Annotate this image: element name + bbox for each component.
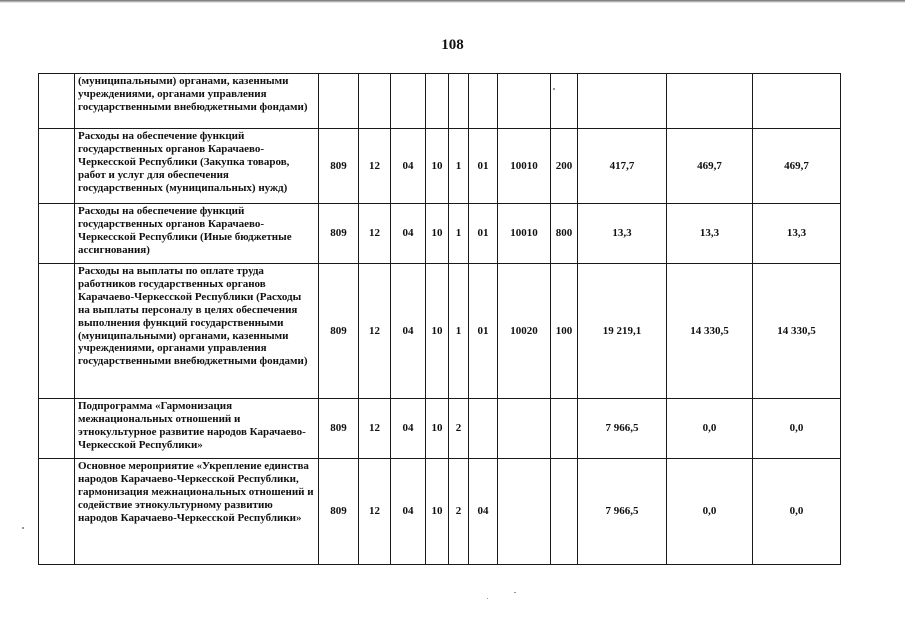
- table-row: [39, 264, 841, 399]
- row-marker-cell: [39, 399, 75, 459]
- budget-table: [38, 73, 841, 565]
- description-cell: Подпрограмма «Гармонизация межнациональных отношений и этнокультурное развитие народов Карачаево-Черкесской Республики»: [75, 399, 319, 459]
- amount-1-cell: [578, 74, 667, 129]
- amount-2-cell: 13,3: [667, 204, 753, 264]
- admin-code-cell: 809: [319, 129, 359, 204]
- description-cell: Расходы на выплаты по оплате труда работников государственных органов Карачаево-Черкесской Республики (Расходы на выплаты персоналу в целях обеспечения выполнения функций государственными (муниципальными) органами, казенными учреждениями, органами управления государственными внебюджетными фондами): [75, 264, 319, 399]
- admin-code-cell: [319, 74, 359, 129]
- amount-1-cell: 417,7: [578, 129, 667, 204]
- scan-speck: [514, 592, 516, 593]
- amount-3-cell: [753, 74, 841, 129]
- subprogram-code-cell: [449, 74, 469, 129]
- amount-2-cell: 0,0: [667, 399, 753, 459]
- expense-type-code-cell: 800: [551, 204, 578, 264]
- section-code-cell: 12: [359, 399, 391, 459]
- direction-code-cell: [498, 74, 551, 129]
- program-code-cell: 10: [426, 399, 449, 459]
- section-code-cell: 12: [359, 129, 391, 204]
- table-row: [39, 129, 841, 204]
- section-code-cell: 12: [359, 264, 391, 399]
- main-activity-code-cell: [469, 399, 498, 459]
- row-marker-cell: [39, 74, 75, 129]
- program-code-cell: 10: [426, 204, 449, 264]
- scan-speck: [487, 598, 488, 599]
- amount-3-cell: 13,3: [753, 204, 841, 264]
- admin-code-cell: 809: [319, 264, 359, 399]
- admin-code-cell: 809: [319, 204, 359, 264]
- amount-2-cell: 14 330,5: [667, 264, 753, 399]
- description-cell: Расходы на обеспечение функций государственных органов Карачаево-Черкесской Республики (Закупка товаров, работ и услуг для обеспечения государственных (муниципальных) нужд): [75, 129, 319, 204]
- description-cell: Расходы на обеспечение функций государственных органов Карачаево-Черкесской Республики (Иные бюджетные ассигнования): [75, 204, 319, 264]
- subsection-code-cell: 04: [391, 204, 426, 264]
- direction-code-cell: 10010: [498, 204, 551, 264]
- table-row: [39, 204, 841, 264]
- direction-code-cell: 10020: [498, 264, 551, 399]
- section-code-cell: 12: [359, 204, 391, 264]
- subsection-code-cell: 04: [391, 399, 426, 459]
- subsection-code-cell: 04: [391, 264, 426, 399]
- amount-2-cell: [667, 74, 753, 129]
- expense-type-code-cell: 200: [551, 129, 578, 204]
- subprogram-code-cell: 1: [449, 204, 469, 264]
- program-code-cell: 10: [426, 129, 449, 204]
- page-number: 108: [441, 37, 464, 53]
- subprogram-code-cell: 1: [449, 264, 469, 399]
- expense-type-code-cell: [551, 74, 578, 129]
- direction-code-cell: 10010: [498, 129, 551, 204]
- row-marker-cell: [39, 459, 75, 565]
- expense-type-code-cell: [551, 399, 578, 459]
- row-marker-cell: [39, 129, 75, 204]
- program-code-cell: [426, 74, 449, 129]
- table-row: [39, 459, 841, 565]
- amount-1-cell: 7 966,5: [578, 399, 667, 459]
- description-cell: Основное мероприятие «Укрепление единства народов Карачаево-Черкесской Республики, гармонизация межнациональных отношений и содействие этнокультурному развитию народов Карачаево-Черкесской Республики»: [75, 459, 319, 565]
- table-row: [39, 74, 841, 129]
- scan-top-edge: [0, 0, 905, 3]
- description-cell: (муниципальными) органами, казенными учреждениями, органами управления государственными внебюджетными фондами): [75, 74, 319, 129]
- main-activity-code-cell: [469, 74, 498, 129]
- row-marker-cell: [39, 264, 75, 399]
- program-code-cell: 10: [426, 264, 449, 399]
- amount-2-cell: 0,0: [667, 459, 753, 565]
- amount-1-cell: 13,3: [578, 204, 667, 264]
- expense-type-code-cell: [551, 459, 578, 565]
- section-code-cell: [359, 74, 391, 129]
- subprogram-code-cell: 2: [449, 399, 469, 459]
- main-activity-code-cell: 01: [469, 204, 498, 264]
- expense-type-code-cell: 100: [551, 264, 578, 399]
- subsection-code-cell: 04: [391, 129, 426, 204]
- amount-3-cell: 0,0: [753, 399, 841, 459]
- table-row: [39, 399, 841, 459]
- amount-2-cell: 469,7: [667, 129, 753, 204]
- section-code-cell: 12: [359, 459, 391, 565]
- direction-code-cell: [498, 399, 551, 459]
- main-activity-code-cell: 04: [469, 459, 498, 565]
- program-code-cell: 10: [426, 459, 449, 565]
- main-activity-code-cell: 01: [469, 264, 498, 399]
- admin-code-cell: 809: [319, 399, 359, 459]
- admin-code-cell: 809: [319, 459, 359, 565]
- amount-3-cell: 14 330,5: [753, 264, 841, 399]
- table-body: [39, 74, 841, 565]
- amount-3-cell: 0,0: [753, 459, 841, 565]
- subsection-code-cell: 04: [391, 459, 426, 565]
- scan-speck: [553, 88, 555, 90]
- main-activity-code-cell: 01: [469, 129, 498, 204]
- row-marker-cell: [39, 204, 75, 264]
- amount-1-cell: 7 966,5: [578, 459, 667, 565]
- subsection-code-cell: [391, 74, 426, 129]
- subprogram-code-cell: 1: [449, 129, 469, 204]
- amount-1-cell: 19 219,1: [578, 264, 667, 399]
- direction-code-cell: [498, 459, 551, 565]
- amount-3-cell: 469,7: [753, 129, 841, 204]
- subprogram-code-cell: 2: [449, 459, 469, 565]
- scan-speck: [22, 527, 24, 529]
